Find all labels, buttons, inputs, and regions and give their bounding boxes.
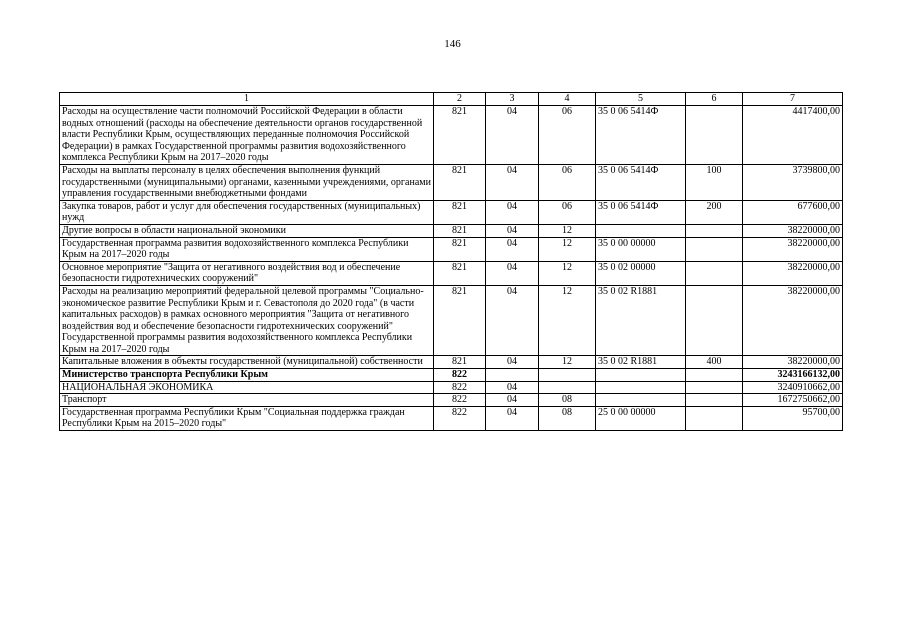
header-col-4: 4: [539, 93, 596, 106]
row-subsection: 06: [539, 200, 596, 224]
row-target-article: 35 0 06 5414Ф: [596, 200, 686, 224]
row-admin-code: 821: [434, 164, 486, 200]
table-row: [60, 106, 843, 165]
row-name: Государственная программа Республики Крым "Социальная поддержка граждан Республики Крым на 2015–2020 годы": [60, 406, 434, 430]
row-subsection: 12: [539, 237, 596, 261]
row-admin-code: 821: [434, 285, 486, 356]
page-number: 146: [444, 38, 461, 50]
row-expense-type: 400: [686, 356, 743, 369]
table-row: [60, 394, 843, 407]
row-amount: 3240910662,00: [743, 381, 843, 394]
row-subsection: 08: [539, 406, 596, 430]
row-subsection: 12: [539, 356, 596, 369]
table-row: [60, 406, 843, 430]
row-admin-code: 821: [434, 261, 486, 285]
header-col-7: 7: [743, 93, 843, 106]
row-name: Транспорт: [60, 394, 434, 407]
row-expense-type: [686, 106, 743, 165]
row-section: 04: [486, 285, 539, 356]
row-expense-type: 100: [686, 164, 743, 200]
table-row: [60, 224, 843, 237]
row-admin-code: 821: [434, 200, 486, 224]
row-expense-type: [686, 369, 743, 382]
table-row: [60, 369, 843, 382]
row-target-article: [596, 394, 686, 407]
row-admin-code: 821: [434, 237, 486, 261]
row-target-article: 35 0 02 R1881: [596, 356, 686, 369]
row-subsection: [539, 369, 596, 382]
row-subsection: 06: [539, 106, 596, 165]
row-section: 04: [486, 164, 539, 200]
row-section: 04: [486, 237, 539, 261]
row-expense-type: [686, 224, 743, 237]
row-amount: 38220000,00: [743, 356, 843, 369]
table-row: [60, 356, 843, 369]
row-section: 04: [486, 200, 539, 224]
row-target-article: 35 0 06 5414Ф: [596, 106, 686, 165]
row-section: [486, 369, 539, 382]
header-col-6: 6: [686, 93, 743, 106]
row-expense-type: [686, 381, 743, 394]
row-section: 04: [486, 261, 539, 285]
table-row: [60, 200, 843, 224]
row-section: 04: [486, 381, 539, 394]
row-amount: 3739800,00: [743, 164, 843, 200]
row-subsection: 06: [539, 164, 596, 200]
row-section: 04: [486, 224, 539, 237]
row-amount: 38220000,00: [743, 285, 843, 356]
row-target-article: [596, 369, 686, 382]
row-amount: 677600,00: [743, 200, 843, 224]
row-expense-type: [686, 261, 743, 285]
row-target-article: [596, 381, 686, 394]
row-subsection: 08: [539, 394, 596, 407]
header-col-5: 5: [596, 93, 686, 106]
row-admin-code: 822: [434, 406, 486, 430]
row-section: 04: [486, 356, 539, 369]
budget-table: [59, 92, 843, 431]
row-target-article: 25 0 00 00000: [596, 406, 686, 430]
row-subsection: 12: [539, 285, 596, 356]
row-expense-type: [686, 285, 743, 356]
table-row: [60, 381, 843, 394]
row-amount: 38220000,00: [743, 237, 843, 261]
row-admin-code: 822: [434, 369, 486, 382]
row-subsection: 12: [539, 224, 596, 237]
row-subsection: 12: [539, 261, 596, 285]
header-col-2: 2: [434, 93, 486, 106]
row-target-article: 35 0 00 00000: [596, 237, 686, 261]
row-admin-code: 821: [434, 106, 486, 165]
row-expense-type: [686, 406, 743, 430]
row-name: Капитальные вложения в объекты государственной (муниципальной) собственности: [60, 356, 434, 369]
row-amount: 95700,00: [743, 406, 843, 430]
row-name: Закупка товаров, работ и услуг для обеспечения государственных (муниципальных) нужд: [60, 200, 434, 224]
row-target-article: 35 0 06 5414Ф: [596, 164, 686, 200]
row-section: 04: [486, 394, 539, 407]
table-row: [60, 164, 843, 200]
row-name: Расходы на осуществление части полномочий Российской Федерации в области водных отношений (расходы на обеспечение деятельности органов государственной власти Республики Крым, осуществляющих переданные полномочия Российской Федерации) в рамках Государственной программы развития водохозяйственного комплекса Республики Крым на 2017–2020 годы: [60, 106, 434, 165]
row-name: Основное мероприятие "Защита от негативного воздействия вод и обеспечение безопасности гидротехнических сооружений": [60, 261, 434, 285]
row-name: Другие вопросы в области национальной экономики: [60, 224, 434, 237]
table-row: [60, 237, 843, 261]
row-name: Государственная программа развития водохозяйственного комплекса Республики Крым на 2017–2020 годы: [60, 237, 434, 261]
header-col-1: 1: [60, 93, 434, 106]
row-name: Расходы на выплаты персоналу в целях обеспечения выполнения функций государственными (муниципальными) органами, казенными учреждениями, органами управления государственными внебюджетными фондами: [60, 164, 434, 200]
header-col-3: 3: [486, 93, 539, 106]
row-name: Министерство транспорта Республики Крым: [60, 369, 434, 382]
row-expense-type: 200: [686, 200, 743, 224]
row-target-article: 35 0 02 00000: [596, 261, 686, 285]
row-admin-code: 822: [434, 394, 486, 407]
row-amount: 38220000,00: [743, 261, 843, 285]
row-amount: 3243166132,00: [743, 369, 843, 382]
row-section: 04: [486, 106, 539, 165]
row-target-article: [596, 224, 686, 237]
row-section: 04: [486, 406, 539, 430]
table-row: [60, 261, 843, 285]
row-admin-code: 821: [434, 224, 486, 237]
row-admin-code: 821: [434, 356, 486, 369]
table-row: [60, 285, 843, 356]
row-expense-type: [686, 237, 743, 261]
row-amount: 4417400,00: [743, 106, 843, 165]
row-admin-code: 822: [434, 381, 486, 394]
header-row: [60, 93, 843, 106]
row-subsection: [539, 381, 596, 394]
row-name: НАЦИОНАЛЬНАЯ ЭКОНОМИКА: [60, 381, 434, 394]
row-amount: 38220000,00: [743, 224, 843, 237]
row-name: Расходы на реализацию мероприятий федеральной целевой программы "Социально-экономическое развитие Республики Крым и г. Севастополя до 2020 года" (в части капитальных расходов) в рамках основного мероприятия "Защита от негативного воздействия вод и обеспечение безопасности гидротехнических сооружений" Государственной программы развития водохозяйственного комплекса Республики Крым на 2017–2020 годы: [60, 285, 434, 356]
row-expense-type: [686, 394, 743, 407]
row-amount: 1672750662,00: [743, 394, 843, 407]
row-target-article: 35 0 02 R1881: [596, 285, 686, 356]
